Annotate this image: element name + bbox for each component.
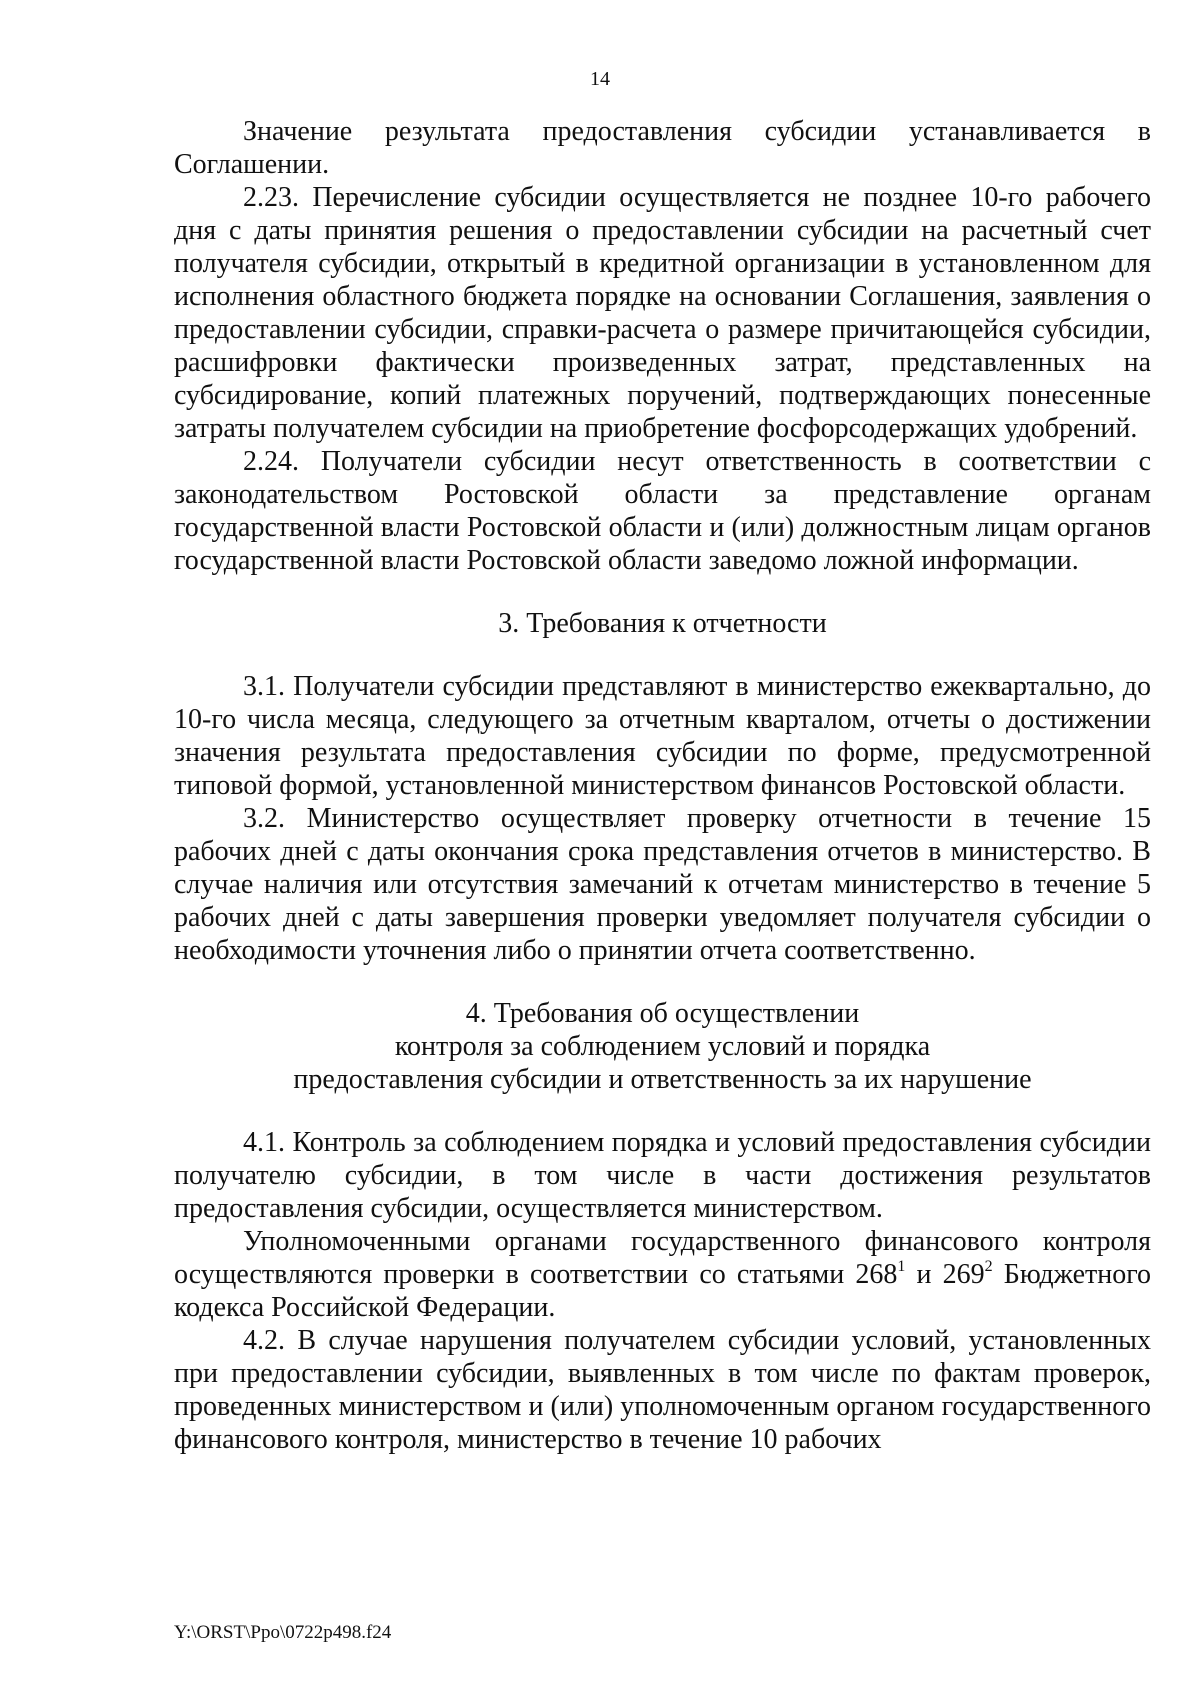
paragraph-2-24: 2.24. Получатели субсидии несут ответственность в соответствии с законодательством Ростовской области за представление органам государственной власти Ростовской области и (или) должностным лицам органов государственной власти Ростовской области заведомо ложной информации. <box>174 446 1151 576</box>
footer-file-path: Y:\ORST\Ppo\0722p498.f24 <box>174 1622 392 1643</box>
document-body <box>174 115 1151 1456</box>
paragraph-4-2: 4.2. В случае нарушения получателем субсидии условий, установленных при предоставлении субсидии, выявленных в том числе по фактам проверок, проведенных министерством и (или) уполномоченным органом государственного финансового контроля, министерство в течение 10 рабочих <box>174 1325 1151 1455</box>
section-3-title: 3. Требования к отчетности <box>498 608 827 639</box>
section-4-title-line-1: 4. Требования об осуществлении <box>465 998 860 1029</box>
superscript: 2 <box>984 1257 993 1275</box>
paragraph-3-1: 3.1. Получатели субсидии представляют в министерство ежеквартально, до 10-го числа месяца, следующего за отчетным кварталом, отчеты о достижении значения результата предоставления субсидии по форме, предусмотренной типовой формой, установленной министерством финансов Ростовской области. <box>174 671 1151 801</box>
paragraph-financial-control <box>174 1225 1151 1324</box>
paragraph-result-value: Значение результата предоставления субсидии устанавливается в Соглашении. <box>174 116 1151 180</box>
paragraph-2-23: 2.23. Перечисление субсидии осуществляется не позднее 10-го рабочего дня с даты принятия решения о предоставлении субсидии на расчетный счет получателя субсидии, открытый в кредитной организации в установленном для исполнения областного бюджета порядке на основании Соглашения, заявления о предоставлении субсидии, справки-расчета о размере причитающейся субсидии, расшифровки фактически произведенных затрат, представленных на субсидирование, копий платежных поручений, подтверждающих понесенные затраты получателем субсидии на приобретение фосфорсодержащих удобрений. <box>174 182 1151 444</box>
text-part: Бюджетного кодекса Российской Федерации. <box>174 1259 1152 1323</box>
paragraph-3-2: 3.2. Министерство осуществляет проверку отчетности в течение 15 рабочих дней с даты окончания срока представления отчетов в министерство. В случае наличия или отсутствия замечаний к отчетам министерство в течение 5 рабочих дней с даты завершения проверки уведомляет получателя субсидии о необходимости уточнения либо о принятии отчета соответственно. <box>174 803 1151 966</box>
text-part: Уполномоченными органами государственного финансового контроля осуществляются проверки в соответствии со статьями 268 <box>174 1226 1151 1290</box>
section-4-title-line-2: контроля за соблюдением условий и порядка <box>394 1031 931 1062</box>
paragraph-4-1: 4.1. Контроль за соблюдением порядка и условий предоставления субсидии получателю субсидии, в том числе в части достижения результатов предоставления субсидии, осуществляется министерством. <box>174 1127 1151 1224</box>
superscript: 1 <box>897 1257 906 1275</box>
section-4-title <box>174 997 1151 1096</box>
page-number: 14 <box>590 68 610 90</box>
text-part: и 269 <box>905 1259 985 1290</box>
section-4-title-line-3: предоставления субсидии и ответственность за их нарушение <box>293 1064 1032 1095</box>
